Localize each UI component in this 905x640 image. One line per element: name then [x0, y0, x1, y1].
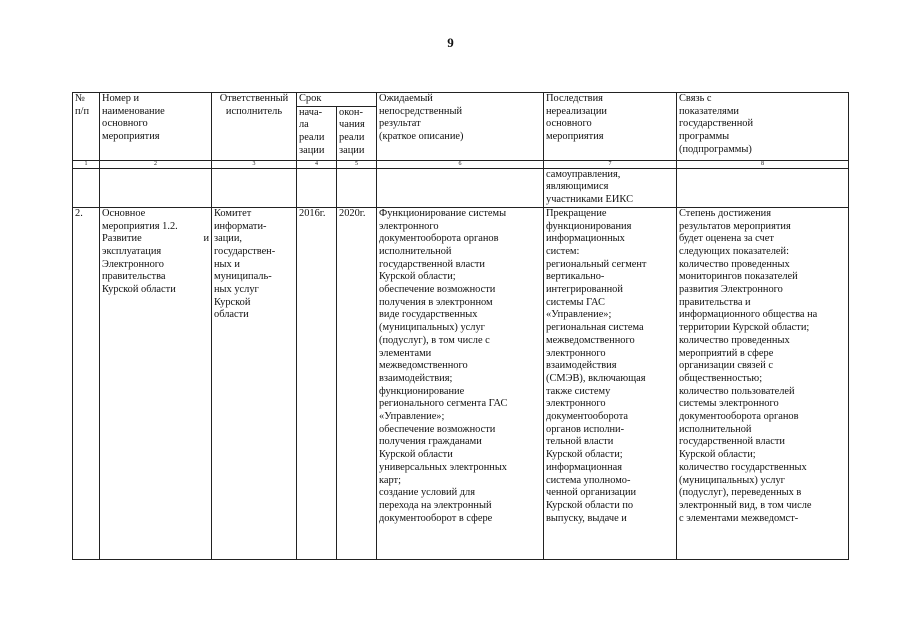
row-2-end: 2020г.	[337, 207, 377, 559]
program-table	[72, 92, 849, 560]
header-executor: Ответственный исполнитель	[212, 93, 297, 161]
header-row-top	[73, 93, 849, 107]
row-2-name	[100, 207, 212, 559]
row-2-start: 2016г.	[297, 207, 337, 559]
column-number-3: 3	[212, 160, 297, 168]
column-number-row	[73, 160, 849, 168]
row-2-name-line2: мероприятия 1.2.	[102, 220, 178, 232]
continuation-row	[73, 168, 849, 207]
page-number: 9	[447, 35, 454, 50]
row-2-name-rest: эксплуатация Электронного правительства Курской области	[102, 245, 176, 296]
header-name: Номер и наименование основного мероприятия	[100, 93, 212, 161]
continuation-cell-4	[297, 168, 337, 207]
column-number-8: 8	[677, 160, 849, 168]
row-2-consequences: Прекращение функционирования информационных систем: региональный сегмент вертикально- интегрированной системы ГАС «Управление»; региональная система межведомственного электронного взаимодействия (СМЭВ), включающая также систему электронного документооборота органов исполни- тельной власти Курской области; информационная система уполномо- ченной организации Курской области по выпуску, выдаче и	[544, 207, 677, 559]
continuation-cell-6	[377, 168, 544, 207]
continuation-consequences: самоуправления, являющимися участниками ЕИКС	[544, 168, 677, 207]
column-number-7: 7	[544, 160, 677, 168]
continuation-cell-2	[100, 168, 212, 207]
column-number-4: 4	[297, 160, 337, 168]
header-end: окон- чания реали зации	[337, 106, 377, 160]
column-number-5: 5	[337, 160, 377, 168]
row-2-name-line3-right: и	[203, 233, 209, 245]
column-number-2: 2	[100, 160, 212, 168]
header-consequences: Последствия нереализации основного мероприятия	[544, 93, 677, 161]
column-number-1: 1	[73, 160, 100, 168]
row-2-number: 2.	[73, 207, 100, 559]
row-2-name-line1: Основное	[102, 207, 146, 219]
row-2-executor: Комитет информати- зации, государствен- ных и муниципаль- ных услуг Курской области	[212, 207, 297, 559]
continuation-cell-8	[677, 168, 849, 207]
header-no: № п/п	[73, 93, 100, 161]
header-start: нача- ла реали зации	[297, 106, 337, 160]
header-link: Связь с показателями государственной программы (подпрограммы)	[677, 93, 849, 161]
continuation-cell-1	[73, 168, 100, 207]
row-2-link: Степень достижения результатов мероприятия будет оценена за счет следующих показателей: количество проведенных мониторингов показателей развития Электронного правительства и информационного общества на территории Курской области; количество проведенных мероприятий в сфере организации связей с общественностью; количество пользователей системы электронного документооборота органов исполнительной государственной власти Курской области; количество государственных (муниципальных) услуг (подуслуг), переведенных в электронный вид, в том числе с элементами межведомст-	[677, 207, 849, 559]
row-2-result: Функционирование системы электронного документооборота органов исполнительной государственной власти Курской области; обеспечение возможности получения в электронном виде государственных (муниципальных) услуг (подуслуг), в том числе с элементами межведомственного взаимодействия; функционирование регионального сегмента ГАС «Управление»; обеспечение возможности получения гражданами Курской области универсальных электронных карт; создание условий для перехода на электронный документооборот в сфере	[377, 207, 544, 559]
row-2-name-line3-left: Развитие	[102, 233, 142, 245]
continuation-cell-5	[337, 168, 377, 207]
header-result: Ожидаемый непосредственный результат (краткое описание)	[377, 93, 544, 161]
column-number-6: 6	[377, 160, 544, 168]
row-2-name-line3	[102, 233, 209, 246]
header-term: Срок	[297, 93, 377, 107]
continuation-cell-3	[212, 168, 297, 207]
table-row	[73, 207, 849, 559]
